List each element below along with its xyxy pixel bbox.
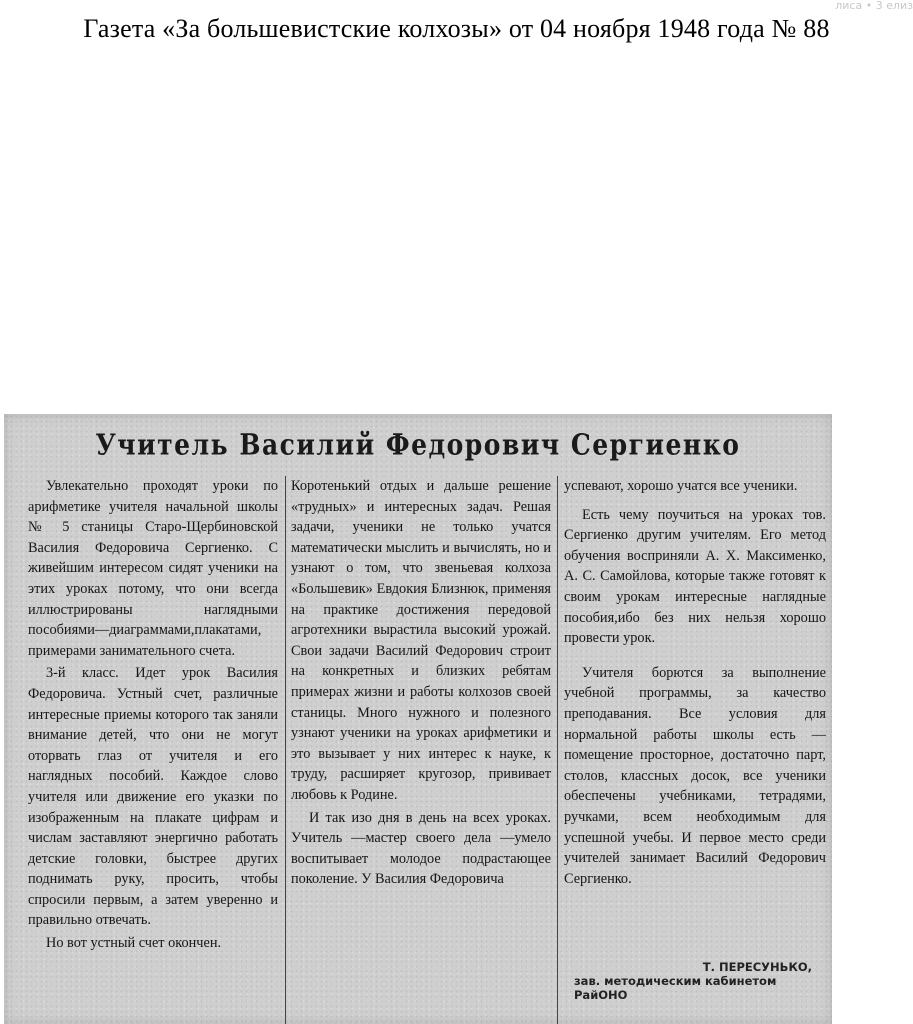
page-caption: Газета «За большевистские колхозы» от 04 ноября 1948 года № 88 [83, 14, 830, 43]
newspaper-clipping [4, 414, 832, 1024]
article-column-1 [28, 476, 278, 1024]
author-name: Т. ПЕРЕСУНЬКО, [702, 960, 812, 974]
author-title: зав. методическим кабинетом РайОНО [574, 974, 777, 1002]
paragraph: Но вот устный счет окончен. [46, 935, 222, 952]
article-signature [560, 960, 822, 1002]
article-headline: Учитель Василий Федорович Сергиенко [95, 427, 741, 462]
paragraph: успевают, хорошо учатся все ученики. [564, 478, 798, 494]
article-column-3 [564, 476, 826, 956]
paragraph: Коротенький отдых и дальше решение «трудных» и интересных задач. Решая задачи, ученики не только учатся математически мыслить и вычислять, но и узнают о том, что звеньевая колхоза «Большевик» Евдокия Близнюк, применяя на практике достижения передовой агротехники вырастила высокий урожай. Свои задачи Василий Федорович строит на конкретных и близких ребятам примерах жизни и работы колхозов своей станицы. Много нужного и полезного узнают ученики на уроках арифметики и это вызывает у них интерес к науке, к труду, расширяет кругозор, прививает любовь к Родине. [291, 478, 551, 803]
paragraph: 3-й класс. Идет урок Василия Федоровича. Устный счет, различные интересные приемы которого так заняли внимание детей, что они не могут оторвать глаз от учителя и его наглядных пособий. Каждое слово учителя или движение его указки по изображенным на плакате цифрам и числам заставляют энергично работать детские головки, быстрее других поднимать руку, просить, чтобы спросили первым, а затем уверенно и правильно отвечать. [28, 665, 278, 929]
paragraph: Учителя борются за выполнение учебной программы, за качество преподавания. Все условия для нормальной работы школы есть —помещение просторное, достаточно парт, столов, классных досок, все ученики обеспечены учебниками, тетрадями, ручками, всем необходимым для успешной учебы. И первое место среди учителей занимает Василий Федорович Сергиенко. [564, 664, 826, 887]
column-divider [285, 476, 286, 1024]
faded-stamp-mark: лиса • 3 елиз [835, 0, 913, 12]
paragraph: И так изо дня в день на всех уроках. Учитель —мастер своего дела —умело воспитывает молодое подрастающее поколение. У Василия Федоровича [291, 809, 551, 888]
column-divider [557, 476, 558, 1024]
paragraph: Есть чему поучиться на уроках тов. Сергиенко другим учителям. Его метод обучения восприняли А. Х. Максименко, А. С. Самойлова, которые также готовят к своим урокам интересные наглядные пособия,ибо без них нельзя хорошо провести урок. [564, 506, 826, 647]
article-column-2 [291, 476, 551, 1024]
paragraph: Увлекательно проходят уроки по арифметике учителя начальной школы № 5 станицы Старо-Щербиновской Василия Федоровича Сергиенко. С живейшим интересом сидят ученики на этих уроках потому, что они всегда иллюстрированы наглядными пособиями—диаграммами,плакатами, примерами занимательного счета. [28, 478, 278, 659]
